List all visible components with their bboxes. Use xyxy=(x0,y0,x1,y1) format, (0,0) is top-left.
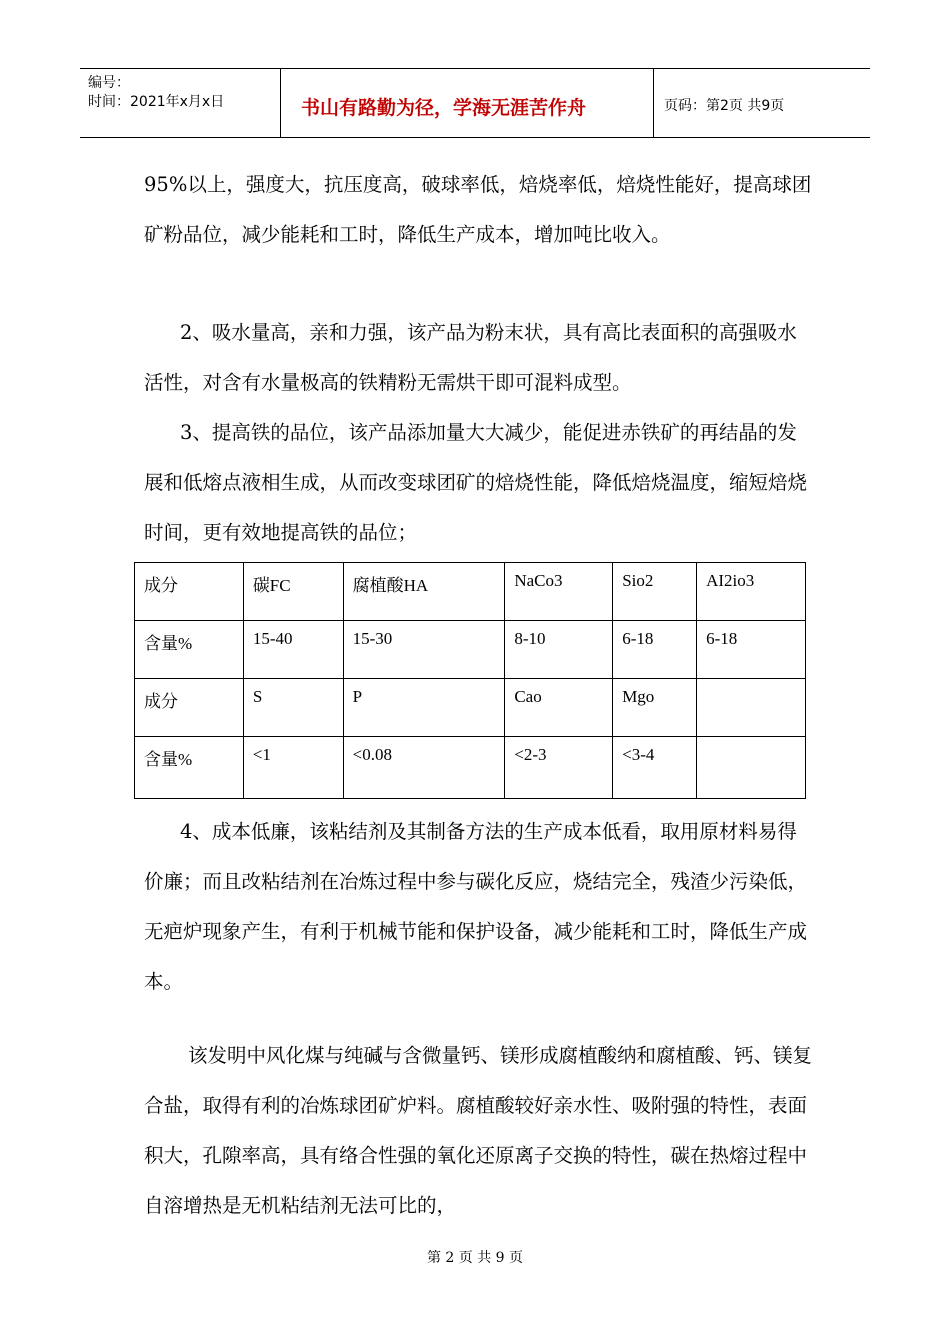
table-cell: 成分 xyxy=(135,679,244,737)
table-cell: <0.08 xyxy=(343,737,505,799)
table-cell: Sio2 xyxy=(613,563,697,621)
table-cell: 15-40 xyxy=(243,621,343,679)
number-label: 编号： xyxy=(88,75,130,91)
table-cell: 6-18 xyxy=(613,621,697,679)
paragraph-5: 该发明中风化煤与纯碱与含微量钙、镁形成腐植酸纳和腐植酸、钙、镁复合盐，取得有利的冶炼球团矿炉料。腐植酸较好亲水性、吸附强的特性，表面积大，孔隙率高，具有络合性强的氧化还原离子交换的特性，碳在热熔过程中自溶增热是无机粘结剂无法可比的， xyxy=(144,1044,813,1217)
paragraph-3: 3、提高铁的品位，该产品添加量大大减少，能促进赤铁矿的再结晶的发展和低熔点液相生成，从而改变球团矿的焙烧性能，降低焙烧温度，缩短焙烧时间，更有效地提高铁的品位； xyxy=(144,421,808,544)
header-page-cell xyxy=(654,69,870,137)
paragraph-1: 95%以上，强度大，抗压度高，破球率低，焙烧率低，焙烧性能好，提高球团矿粉品位，减少能耗和工时，降低生产成本，增加吨比收入。 xyxy=(144,173,812,246)
composition-table xyxy=(134,562,806,799)
paragraph-2: 2、吸水量高，亲和力强，该产品为粉末状，具有高比表面积的高强吸水活性，对含有水量极高的铁精粉无需烘干即可混料成型。 xyxy=(144,321,797,394)
table-cell: <1 xyxy=(243,737,343,799)
table-cell: 15-30 xyxy=(343,621,505,679)
table-cell: P xyxy=(343,679,505,737)
table-cell: S xyxy=(243,679,343,737)
table-row xyxy=(135,563,806,621)
motto-text: 书山有路勤为径，学海无涯苦作舟 xyxy=(301,97,587,119)
page-footer: 第 2 页 共 9 页 xyxy=(426,1250,524,1266)
header-meta-cell xyxy=(80,69,281,137)
table-cell: 含量% xyxy=(135,737,244,799)
header-motto-cell xyxy=(281,69,654,137)
table-cell: 碳FC xyxy=(243,563,343,621)
table-cell: 8-10 xyxy=(505,621,613,679)
table-cell xyxy=(697,737,806,799)
table-cell: 成分 xyxy=(135,563,244,621)
table-cell: <3-4 xyxy=(613,737,697,799)
table-cell: 腐植酸HA xyxy=(343,563,505,621)
table-row xyxy=(135,737,806,799)
table-row xyxy=(135,621,806,679)
table-cell: Mgo xyxy=(613,679,697,737)
table-cell xyxy=(697,679,806,737)
table-cell: 含量% xyxy=(135,621,244,679)
table-cell: Cao xyxy=(505,679,613,737)
table-cell: <2-3 xyxy=(505,737,613,799)
page-info: 页码：第2页 共9页 xyxy=(664,98,785,114)
paragraph-4: 4、成本低廉，该粘结剂及其制备方法的生产成本低看，取用原材料易得价廉；而且改粘结剂在冶炼过程中参与碳化反应，烧结完全，残渣少污染低，无疤炉现象产生，有利于机械节能和保护设备，减少能耗和工时，降低生产成本。 xyxy=(144,820,808,993)
table-cell: AI2io3 xyxy=(697,563,806,621)
table-row xyxy=(135,679,806,737)
time-label: 时间：2021年x月x日 xyxy=(88,94,225,110)
table-cell: NaCo3 xyxy=(505,563,613,621)
table-cell: 6-18 xyxy=(697,621,806,679)
document-header xyxy=(80,68,870,138)
